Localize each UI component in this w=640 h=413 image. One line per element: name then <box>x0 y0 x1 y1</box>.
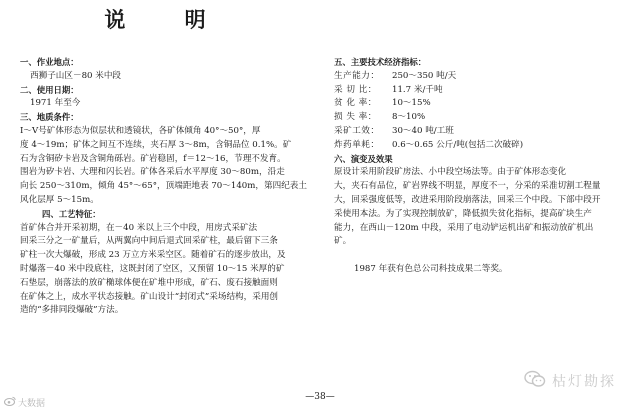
metric-row <box>334 84 626 98</box>
evolution-paragraph <box>334 166 626 249</box>
metric-row <box>334 70 626 84</box>
metric-row <box>334 97 626 111</box>
geology-line: 向长 250～310m，倾角 45°～65°，顶端距地表 70～140m，第四纪表土 <box>20 181 307 192</box>
process-line: 矿柱一次大爆破，形成 23 万立方米采空区。随着矿石的逐步放出，及 <box>20 250 286 261</box>
location-value: 西狮子山区－80 米中段 <box>30 70 122 81</box>
process-line: 在矿体之上，成水平状态接触。矿山设计“封闭式”采场结构，采用创 <box>20 291 279 302</box>
date-value: 1971 年至今 <box>30 98 81 109</box>
page-number: —38— <box>305 392 335 402</box>
process-line: 回采三分之一矿量后，从两翼向中间后退式回采矿柱，最后留下三条 <box>20 236 278 247</box>
evolution-line: 原设计采用阶段矿房法、小中段空场法等。由于矿体形态变化 <box>334 167 567 178</box>
right-column <box>334 56 626 277</box>
process-line: 时爆落－40 米中段底柱，这既封闭了空区，又预留 10～15 米厚的矿 <box>20 263 285 274</box>
metric-label: 采矿工效： <box>334 125 380 136</box>
geology-line: 围岩为矽卡岩、大理和闪长岩。矿体各采后水平厚度 30～80m，沿走 <box>20 167 285 178</box>
metric-row <box>334 111 626 125</box>
geology-line: 度 4～19m；矿体之间互不连续，夹石厚 3～8m，含铜品位 0.1%。矿 <box>20 139 292 150</box>
metric-label: 炸药单耗： <box>334 139 380 150</box>
process-line: 石垫层，崩落法的放矿椭球体便在矿堆中形成，矿石、废石接触面则 <box>20 277 278 288</box>
geology-line: 风化层厚 5～15m。 <box>20 194 99 205</box>
award-note: 1987 年获有色总公司科技成果二等奖。 <box>354 264 508 275</box>
process-line: 造的“多排同段爆破”方法。 <box>20 305 124 316</box>
geology-paragraph <box>20 125 312 208</box>
metric-row <box>334 139 626 153</box>
evolution-line: 能力，在西山－120m 中段，采用了电动铲运机出矿和振动放矿机出 <box>334 222 594 233</box>
section-heading-metrics: 五、主要技术经济指标： <box>334 57 427 67</box>
geology-line: Ⅰ～Ⅴ号矿体形态为似层状和透镜状，各矿体倾角 40°～50°，厚 <box>20 125 261 136</box>
section-heading-date: 二、使用日期： <box>20 84 79 95</box>
process-paragraph <box>20 222 312 319</box>
weibo-logo-icon <box>4 396 16 409</box>
wechat-logo-icon <box>524 370 546 392</box>
metric-value: 11.7 米/千吨 <box>392 84 443 95</box>
evolution-line: 矿。 <box>334 236 352 247</box>
section-heading-geology: 三、地质条件： <box>20 112 79 123</box>
metric-label: 贫 化 率： <box>334 98 377 109</box>
metric-value: 10～15% <box>392 98 431 109</box>
metric-row <box>334 125 626 139</box>
section-heading-evolution: 六、演变及效果 <box>334 153 393 164</box>
watermark-right-text: 枯灯勘探 <box>552 374 616 390</box>
page-title: 说 明 <box>104 7 232 32</box>
metric-value: 250～350 吨/天 <box>392 70 457 81</box>
watermark-left <box>4 396 45 409</box>
section-heading-process: 四、工艺特征： <box>42 208 101 219</box>
metric-label: 损 失 率： <box>334 112 377 123</box>
metric-value: 8～10% <box>392 112 426 123</box>
evolution-line: 大，回采强度低等，改进采用阶段崩落法，回采三个中段。下部中段开 <box>334 194 601 205</box>
metric-value: 0.6～0.65 公斤/吨(包括二次破碎) <box>392 139 524 150</box>
watermark-left-text: 大数据 <box>18 399 46 409</box>
metric-value: 30～40 吨/工班 <box>392 125 454 136</box>
metric-label: 生产能力： <box>334 70 380 81</box>
process-line: 首矿体合并开采初期，在－40 米以上三个中段，用房式采矿法 <box>20 222 258 233</box>
watermark-right <box>524 370 616 392</box>
left-column <box>20 56 312 318</box>
metric-label: 采 切 比： <box>334 84 377 95</box>
section-heading-location: 一、作业地点： <box>20 57 79 67</box>
evolution-line: 大，夹石有品位，矿岩界线不明显，厚度不一，分采的采准切割工程量 <box>334 181 601 192</box>
geology-line: 石为含铜矽卡岩及含铜角砾岩。矿岩稳固，f＝12～16，节理不发育。 <box>20 153 286 164</box>
evolution-line: 采使用本法。为了实现控制放矿，降低损失贫化指标，提高矿块生产 <box>334 208 592 219</box>
